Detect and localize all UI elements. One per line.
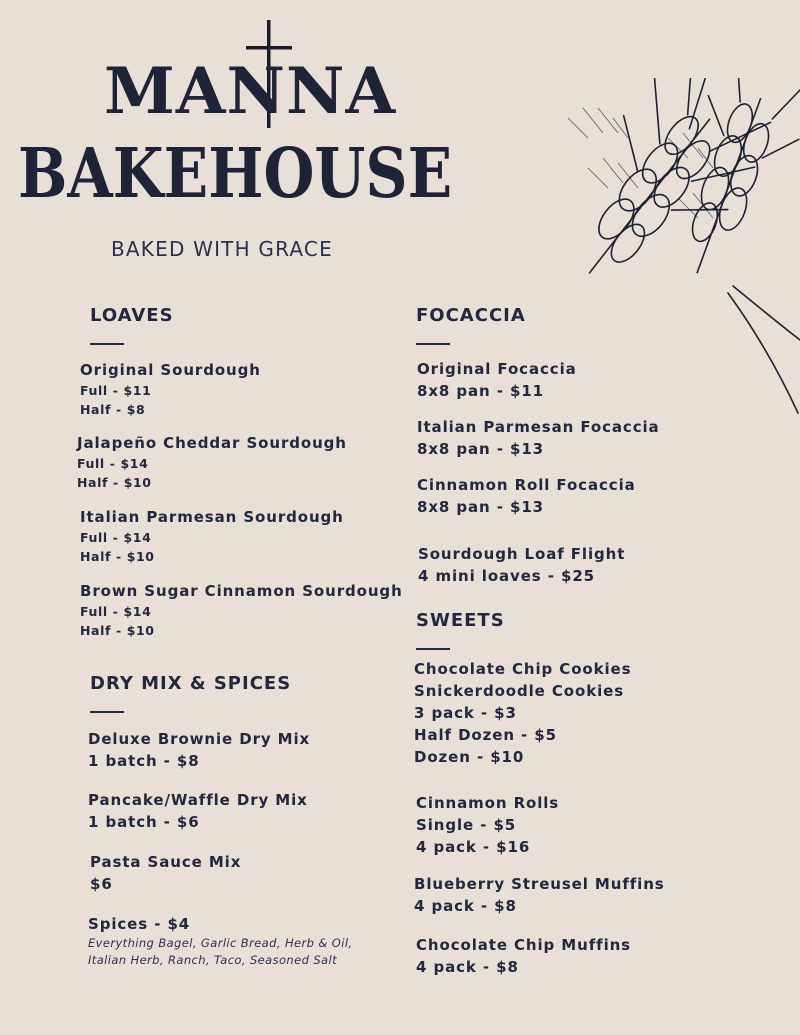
- item-price: Half - $10: [80, 623, 155, 638]
- item-price: 4 pack - $8: [416, 958, 519, 976]
- item-name: Brown Sugar Cinnamon Sourdough: [80, 582, 403, 600]
- menu-item: [90, 851, 241, 895]
- section-divider: [416, 648, 450, 650]
- item-name: Chocolate Chip Cookies: [414, 660, 632, 678]
- item-price: 1 batch - $6: [88, 813, 200, 831]
- item-price: 8x8 pan - $13: [417, 440, 544, 458]
- item-price: 4 mini loaves - $25: [418, 567, 596, 585]
- item-price: 3 pack - $3: [414, 704, 517, 722]
- item-price: Full - $14: [80, 530, 152, 545]
- section-divider: [416, 343, 450, 345]
- section-focaccia: [416, 305, 526, 345]
- item-price: Single - $5: [416, 816, 517, 834]
- section-divider: [90, 343, 124, 345]
- item-price: Half Dozen - $5: [414, 726, 557, 744]
- item-note: Italian Herb, Ranch, Taco, Seasoned Salt: [88, 953, 337, 967]
- menu-item: [414, 658, 631, 768]
- menu-item: [417, 416, 660, 460]
- item-name: Italian Parmesan Sourdough: [80, 508, 344, 526]
- item-note: Everything Bagel, Garlic Bread, Herb & Oil,: [88, 936, 353, 950]
- item-price: Half - $10: [80, 549, 155, 564]
- item-name: Cinnamon Rolls: [416, 794, 560, 812]
- section-title-dry-mix: DRY MIX & SPICES: [90, 673, 292, 694]
- item-name: Original Focaccia: [417, 360, 577, 378]
- section-title-focaccia: FOCACCIA: [416, 305, 526, 326]
- item-name: Pancake/Waffle Dry Mix: [88, 791, 308, 809]
- menu-item: [417, 474, 636, 518]
- item-name: Jalapeño Cheddar Sourdough: [77, 434, 347, 452]
- section-divider: [90, 711, 124, 713]
- item-price: Dozen - $10: [414, 748, 525, 766]
- section-title-sweets: SWEETS: [416, 610, 505, 631]
- menu-item: [416, 792, 559, 858]
- item-name: Snickerdoodle Cookies: [414, 682, 625, 700]
- item-price: 8x8 pan - $13: [417, 498, 544, 516]
- section-dry-mix: [90, 673, 291, 713]
- menu-item: [88, 913, 352, 969]
- item-price: 8x8 pan - $11: [417, 382, 544, 400]
- item-price: 4 pack - $16: [416, 838, 531, 856]
- item-price: Full - $14: [80, 604, 152, 619]
- menu-item: [88, 728, 310, 772]
- menu-item: [88, 789, 308, 833]
- menu-item: [416, 934, 631, 978]
- item-price: Full - $14: [77, 456, 149, 471]
- item-name: Cinnamon Roll Focaccia: [417, 476, 636, 494]
- section-title-loaves: LOAVES: [90, 305, 174, 326]
- item-name: Spices - $4: [88, 915, 191, 933]
- menu-item: [77, 432, 347, 492]
- menu-item: [417, 358, 577, 402]
- menu-item: [414, 873, 665, 917]
- item-price: $6: [90, 875, 113, 893]
- section-loaves: [90, 305, 174, 345]
- section-sweets: [416, 610, 505, 650]
- menu-item: [418, 543, 625, 587]
- item-name: Deluxe Brownie Dry Mix: [88, 730, 311, 748]
- tagline: BAKED WITH GRACE: [111, 237, 333, 261]
- menu-item: [80, 580, 403, 640]
- menu-item: [80, 359, 261, 419]
- item-name: Chocolate Chip Muffins: [416, 936, 632, 954]
- item-name: Italian Parmesan Focaccia: [417, 418, 660, 436]
- item-name: Blueberry Streusel Muffins: [414, 875, 665, 893]
- brand-name-line1: MANNA: [104, 54, 397, 129]
- item-price: Full - $11: [80, 383, 152, 398]
- item-name: Pasta Sauce Mix: [90, 853, 242, 871]
- item-price: 4 pack - $8: [414, 897, 517, 915]
- item-price: 1 batch - $8: [88, 752, 200, 770]
- item-name: Sourdough Loaf Flight: [418, 545, 626, 563]
- item-name: Original Sourdough: [80, 361, 261, 379]
- item-price: Half - $8: [80, 402, 146, 417]
- brand-name-line2: BAKEHOUSE: [18, 134, 453, 214]
- menu-item: [80, 506, 344, 566]
- item-price: Half - $10: [77, 475, 152, 490]
